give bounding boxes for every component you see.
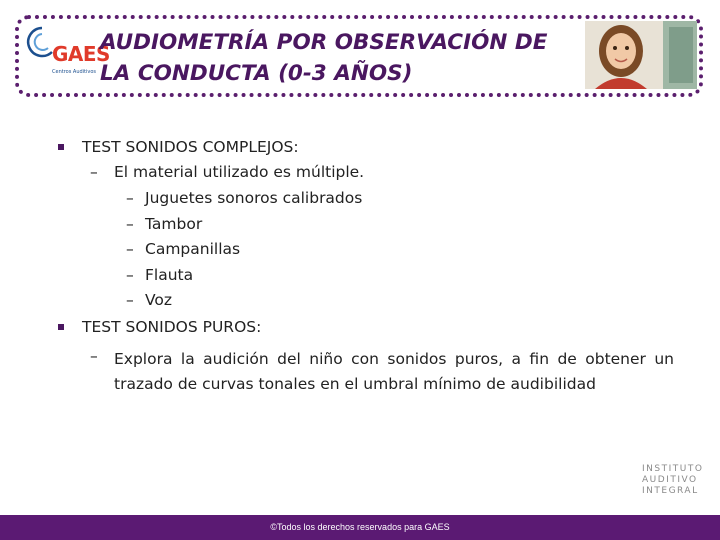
instituto-auditivo-logo [642, 464, 702, 497]
bullet-square-icon [58, 324, 64, 330]
list-item: TEST SONIDOS COMPLEJOS: [82, 138, 299, 156]
footer-bar [0, 515, 720, 540]
dash-marker: – [126, 240, 134, 258]
gaes-logo [22, 22, 110, 82]
slide-title [100, 27, 590, 89]
list-item: TEST SONIDOS PUROS: [82, 318, 262, 336]
list-item: Campanillas [145, 240, 241, 258]
dash-marker: – [126, 189, 134, 207]
logo-subtitle: Centros Auditivos [52, 69, 97, 75]
inst-logo-line-3: INTEGRAL [642, 486, 699, 496]
list-item: Flauta [145, 266, 194, 284]
dash-marker: – [126, 215, 134, 233]
title-line-2: LA CONDUCTA (0-3 AÑOS) [100, 61, 413, 86]
dash-marker: – [90, 347, 98, 365]
inst-logo-line-1: INSTITUTO [642, 464, 704, 474]
dash-marker: – [126, 266, 134, 284]
list-item: Juguetes sonoros calibrados [145, 189, 363, 207]
list-item-paragraph: Explora la audición del niño con sonidos puros, a fin de obtener un trazado de curvas tonales en el umbral mínimo de audibilidad [114, 350, 674, 393]
list-item: Voz [145, 291, 173, 309]
child-photo-icon [585, 21, 697, 89]
list-item: El material utilizado es múltiple. [114, 163, 365, 181]
footer-copyright: ©Todos los derechos reservados para GAES [270, 522, 450, 532]
dash-marker: – [90, 163, 98, 181]
list-item: Tambor [145, 215, 203, 233]
bullet-square-icon [58, 144, 64, 150]
dash-marker: – [126, 291, 134, 309]
logo-word: GAES [52, 42, 110, 66]
inst-logo-line-2: AUDITIVO [642, 475, 698, 485]
title-line-1: AUDIOMETRÍA POR OBSERVACIÓN DE [100, 30, 548, 55]
